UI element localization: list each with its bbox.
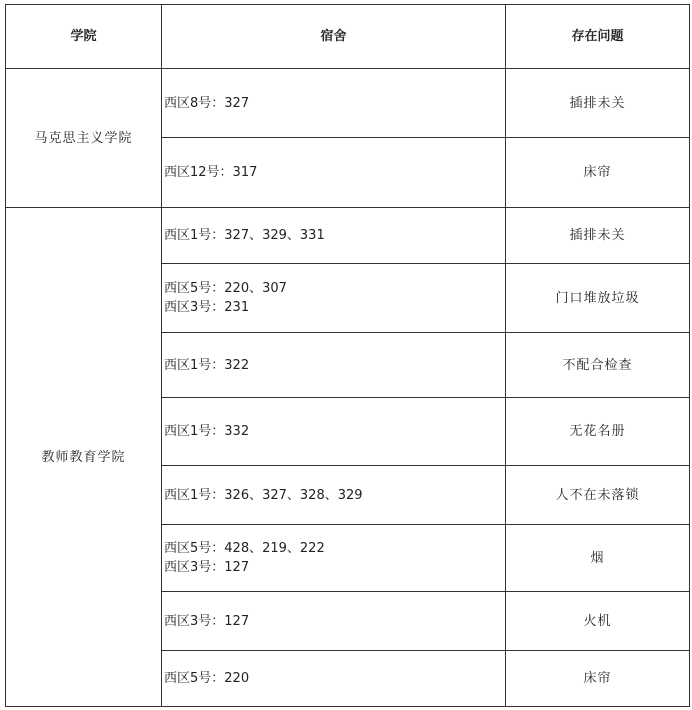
issue-cell: 门口堆放垃圾 (506, 264, 690, 333)
dorm-line: 西区1号：327、329、331 (164, 228, 325, 243)
dorm-line: 西区5号：220 (164, 671, 250, 686)
table-row (6, 69, 690, 138)
dorm-line: 西区1号：322 (164, 357, 250, 373)
dorm-cell (162, 525, 506, 592)
college-cell: 教师教育学院 (6, 208, 162, 707)
table-row (6, 208, 690, 264)
issue-cell: 烟 (506, 525, 690, 592)
dorm-line: 西区12号：317 (164, 165, 258, 180)
dorm-cell (162, 592, 506, 651)
header-row (6, 5, 690, 69)
dorm-inspection-table (5, 4, 690, 707)
dorm-cell (162, 466, 506, 525)
issue-cell: 插排未关 (506, 69, 690, 138)
dorm-cell (162, 208, 506, 264)
dorm-line: 西区8号：327 (164, 95, 250, 111)
issue-cell: 火机 (506, 592, 690, 651)
dorm-line: 西区5号：428、219、222 (164, 541, 325, 556)
issue-cell: 床帘 (506, 138, 690, 208)
dorm-cell (162, 333, 506, 398)
dorm-line: 西区3号：231 (164, 300, 250, 315)
dorm-line: 西区3号：127 (164, 560, 250, 575)
dorm-cell (162, 651, 506, 707)
issue-cell: 床帘 (506, 651, 690, 707)
dorm-line: 西区1号：326、327、328、329 (164, 487, 363, 503)
college-cell: 马克思主义学院 (6, 69, 162, 208)
dorm-line: 西区1号：332 (164, 424, 250, 439)
dorm-line: 西区5号：220、307 (164, 281, 287, 296)
header-dorm: 宿舍 (162, 5, 506, 69)
dorm-cell (162, 138, 506, 208)
issue-cell: 插排未关 (506, 208, 690, 264)
dorm-cell (162, 398, 506, 466)
header-college: 学院 (6, 5, 162, 69)
dorm-cell (162, 264, 506, 333)
issue-cell: 不配合检查 (506, 333, 690, 398)
issue-cell: 人不在未落锁 (506, 466, 690, 525)
issue-cell: 无花名册 (506, 398, 690, 466)
dorm-cell (162, 69, 506, 138)
dorm-line: 西区3号：127 (164, 613, 250, 629)
header-issue: 存在问题 (506, 5, 690, 69)
